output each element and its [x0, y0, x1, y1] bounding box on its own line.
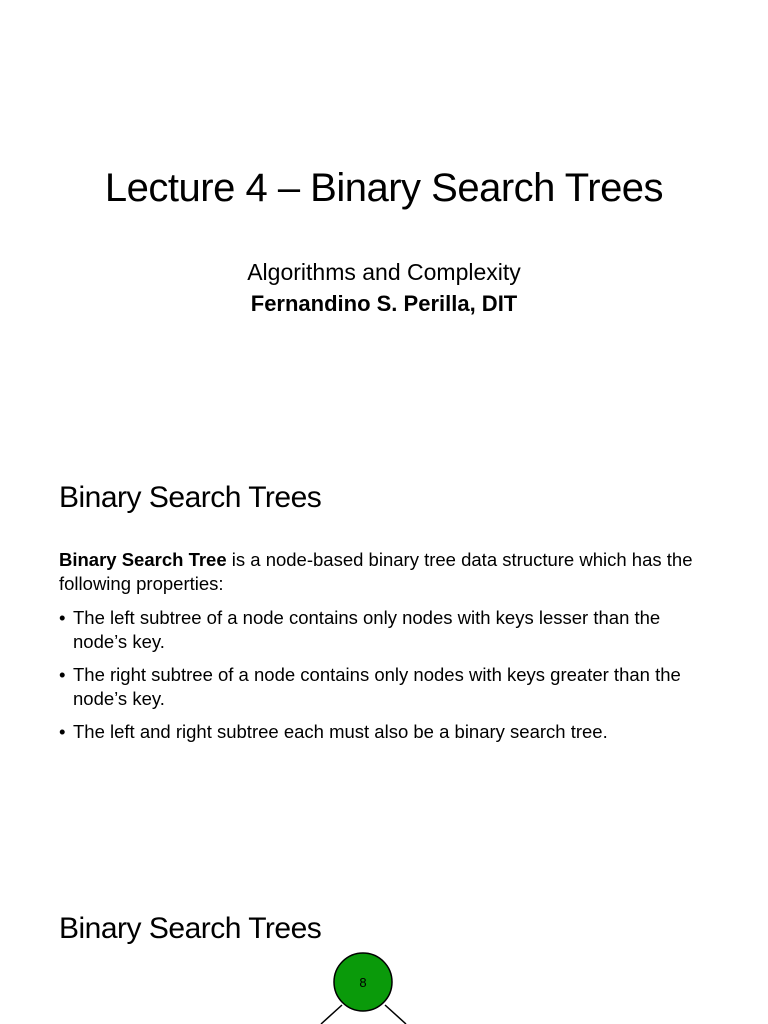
- slide-heading: Binary Search Trees: [59, 912, 322, 945]
- slide-heading: Binary Search Trees: [59, 481, 322, 514]
- list-item: [59, 606, 709, 654]
- property-list: [59, 606, 709, 753]
- list-item: [59, 720, 709, 744]
- list-item-text: The right subtree of a node contains only nodes with keys greater than the node’s key.: [73, 664, 681, 709]
- lecture-title: Lecture 4 – Binary Search Trees: [104, 166, 664, 210]
- author-name: Fernandino S. Perilla, DIT: [250, 291, 518, 316]
- right-edge: [385, 1005, 406, 1024]
- left-edge: [321, 1005, 342, 1024]
- definition-slide: [0, 432, 768, 864]
- course-subtitle: Algorithms and Complexity: [247, 259, 521, 285]
- bullet-icon: •: [59, 721, 66, 742]
- tree-diagram: [0, 864, 768, 1024]
- definition-text: is a node-based binary tree data structure which has the following properties:: [59, 549, 693, 594]
- list-item-text: The left and right subtree each must also be a binary search tree.: [73, 721, 608, 742]
- list-item-text: The left subtree of a node contains only nodes with keys lesser than the node’s key.: [73, 607, 661, 652]
- tree-slide: [0, 864, 768, 1024]
- definition-term: Binary Search Tree: [59, 549, 227, 570]
- bullet-icon: •: [59, 664, 66, 685]
- root-node-label: 8: [359, 975, 367, 990]
- list-item: [59, 663, 709, 711]
- bullet-icon: •: [59, 607, 66, 628]
- definition-paragraph: [59, 548, 709, 596]
- title-slide: [0, 0, 768, 432]
